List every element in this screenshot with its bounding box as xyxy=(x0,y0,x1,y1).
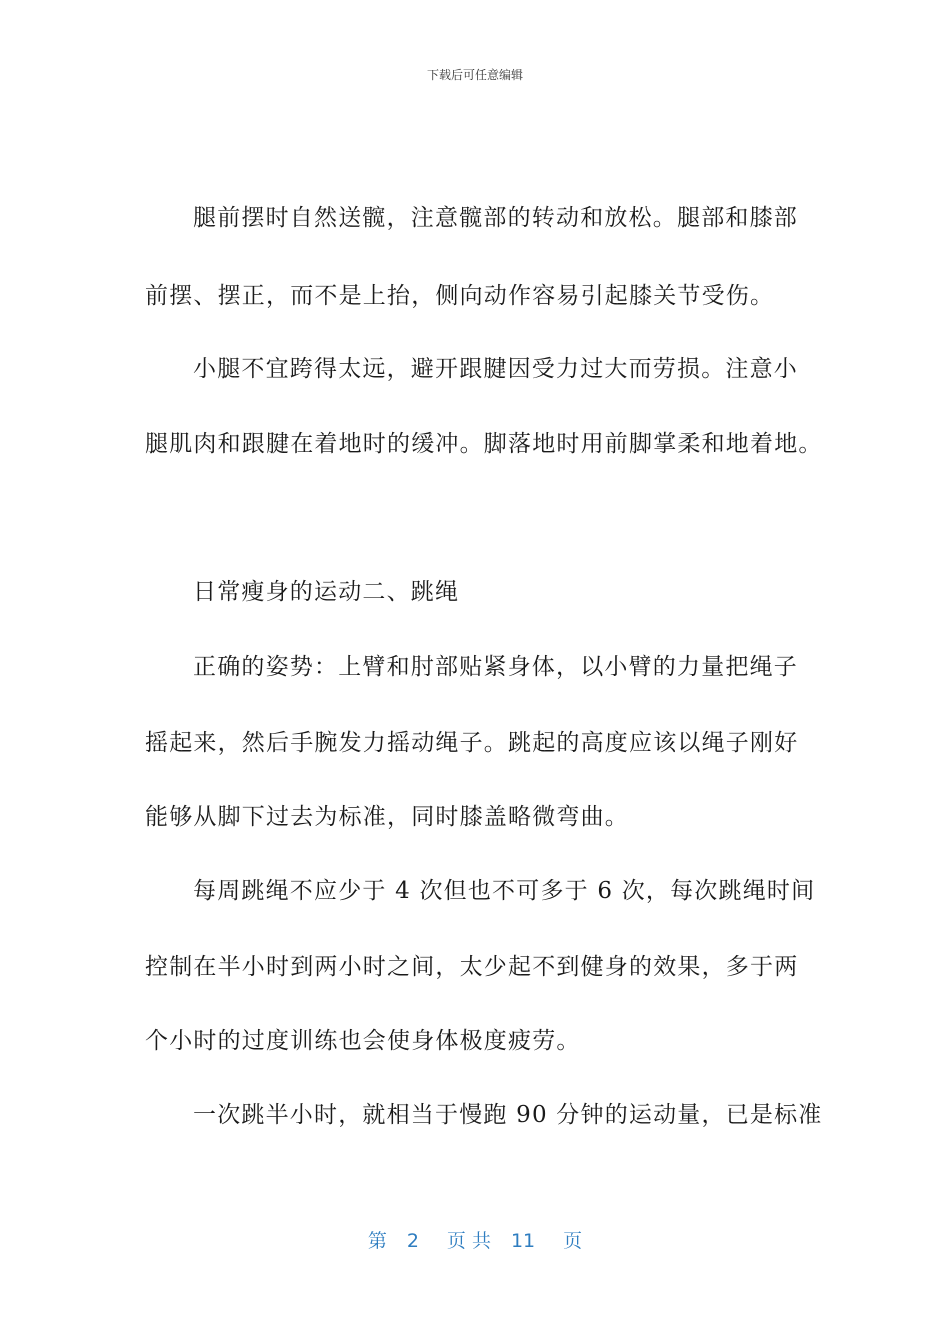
footer-prefix: 第 xyxy=(367,1230,387,1252)
paragraph-line: 正确的姿势：上臂和肘部贴紧身体，以小臂的力量把绳子 xyxy=(193,654,798,680)
footer-suffix: 页 xyxy=(563,1230,583,1252)
paragraph-line: 个小时的过度训练也会使身体极度疲劳。 xyxy=(145,1028,581,1054)
header-note: 下载后可任意编辑 xyxy=(426,68,523,82)
section-heading: 日常瘦身的运动二、跳绳 xyxy=(193,579,460,605)
paragraph-line: 腿肌肉和跟腱在着地时的缓冲。脚落地时用前脚掌柔和地着地。 xyxy=(145,431,823,457)
paragraph-line: 小腿不宜跨得太远，避开跟腱因受力过大而劳损。注意小 xyxy=(193,356,798,382)
paragraph-line: 控制在半小时到两小时之间，太少起不到健身的效果，多于两 xyxy=(145,954,799,980)
footer-middle: 页 共 xyxy=(446,1230,491,1252)
paragraph-line: 每周跳绳不应少于 4 次但也不可多于 6 次，每次跳绳时间 xyxy=(193,878,816,904)
paragraph-line: 能够从脚下过去为标准，同时膝盖略微弯曲。 xyxy=(145,804,629,830)
paragraph-line: 一次跳半小时，就相当于慢跑 90 分钟的运动量，已是标准 xyxy=(193,1102,823,1128)
paragraph-line: 前摆、摆正，而不是上抬，侧向动作容易引起膝关节受伤。 xyxy=(145,283,775,309)
total-pages-number: 11 xyxy=(510,1230,536,1252)
paragraph-line: 腿前摆时自然送髋，注意髋部的转动和放松。腿部和膝部 xyxy=(193,205,798,231)
paragraph-line: 摇起来，然后手腕发力摇动绳子。跳起的高度应该以绳子刚好 xyxy=(145,730,799,756)
current-page-number: 2 xyxy=(406,1230,419,1252)
page-footer xyxy=(0,1226,950,1253)
